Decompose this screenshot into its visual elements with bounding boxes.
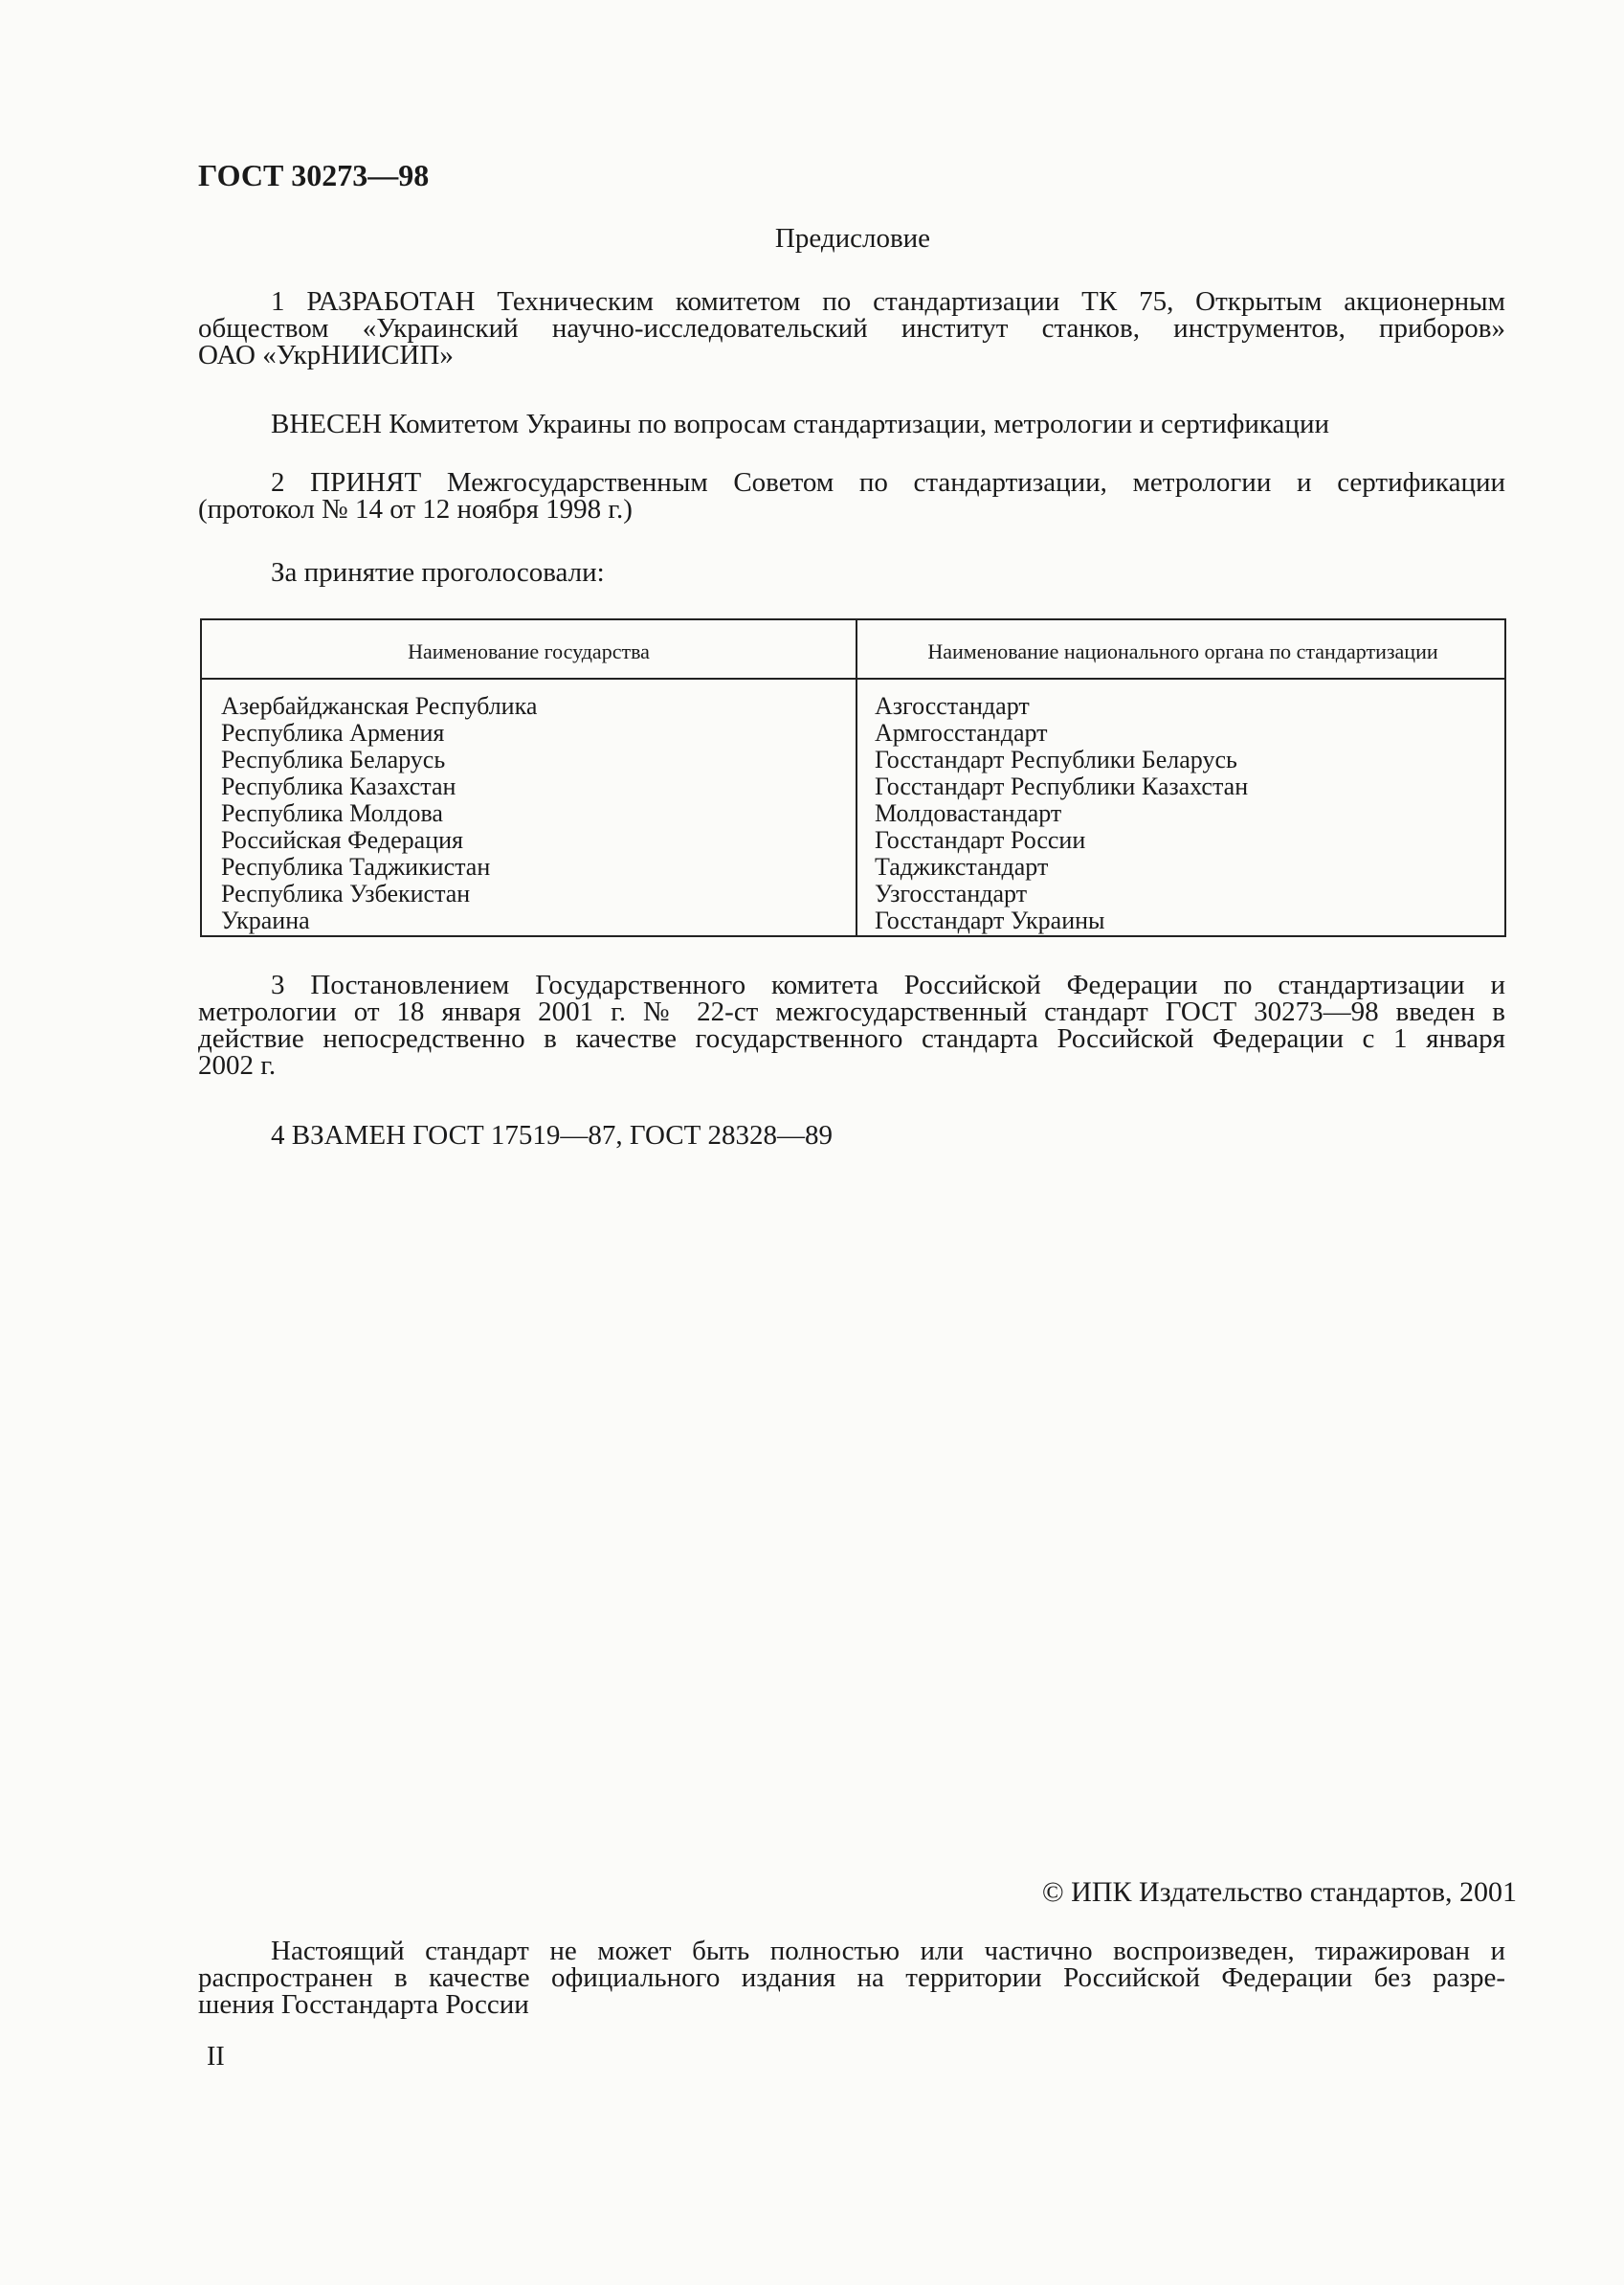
reproduction-notice-line: шения Госстандарта России	[198, 1989, 529, 2020]
table-cell-body: Госстандарт России	[875, 826, 1086, 854]
table-cell-state: Украина	[221, 907, 310, 934]
section-adopted-line: (протокол № 14 от 12 ноября 1998 г.)	[198, 494, 633, 525]
voting-table	[200, 618, 1506, 937]
table-cell-state: Республика Таджикистан	[221, 853, 491, 881]
table-cell-body: Армгосстандарт	[875, 719, 1048, 747]
document-code: ГОСТ 30273—98	[198, 158, 430, 192]
table-cell-state: Республика Узбекистан	[221, 880, 471, 907]
voted-label	[198, 559, 1505, 586]
table-bodies-column	[875, 693, 1248, 934]
voted-label-text: За принятие проголосовали:	[271, 557, 605, 588]
section-resolution	[198, 972, 1505, 1079]
table-cell-state: Республика Беларусь	[221, 746, 446, 773]
section-adopted-line: 2 ПРИНЯТ Межгосударственным Советом по стандартизации, метрологии и сертификации	[271, 467, 1505, 498]
section-developed-line: 1 РАЗРАБОТАН Техническим комитетом по стандартизации ТК 75, Открытым акционерным	[271, 286, 1505, 317]
table-cell-body: Госстандарт Украины	[875, 907, 1105, 934]
table-states-column	[221, 693, 537, 934]
table-header-row	[202, 620, 1504, 680]
section-resolution-line: 3 Постановлением Государственного комитета Российской Федерации по стандартизации и	[271, 970, 1505, 1000]
table-cell-body: Азгосстандарт	[875, 692, 1030, 720]
table-cell-body: Таджикстандарт	[875, 853, 1049, 881]
table-cell-state: Республика Молдова	[221, 799, 443, 827]
reproduction-notice	[198, 1938, 1505, 2018]
page-number: II	[207, 2042, 225, 2072]
table-cell-body: Госстандарт Республики Беларусь	[875, 746, 1237, 773]
table-cell-state: Российская Федерация	[221, 826, 463, 854]
section-resolution-line: метрологии от 18 января 2001 г. № 22-ст межгосударственный стандарт ГОСТ 30273—98 введен в	[198, 997, 1505, 1027]
page-title: Предисловие	[774, 223, 931, 254]
section-developed-line: обществом «Украинский научно-исследовательский институт станков, инструментов, приборов»	[198, 313, 1505, 344]
table-cell-state: Республика Армения	[221, 719, 445, 747]
copyright-notice: © ИПК Издательство стандартов, 2001	[1041, 1876, 1517, 1908]
table-cell-body: Узгосстандарт	[875, 880, 1028, 907]
table-header-body: Наименование национального органа по стандартизации	[927, 639, 1438, 663]
section-replaces	[198, 1122, 1505, 1149]
section-adopted	[198, 469, 1505, 523]
section-replaces-text: 4 ВЗАМЕН ГОСТ 17519—87, ГОСТ 28328—89	[271, 1120, 834, 1151]
section-developed-line: ОАО «УкрНИИСИП»	[198, 340, 454, 370]
section-resolution-line: действие непосредственно в качестве государственного стандарта Российской Федерации с 1 января	[198, 1023, 1505, 1054]
section-introduced-text: ВНЕСЕН Комитетом Украины по вопросам стандартизации, метрологии и сертификации	[271, 409, 1329, 439]
reproduction-notice-line: распространен в качестве официального издания на территории Российской Федерации без разре-	[198, 1962, 1505, 1993]
reproduction-notice-line: Настоящий стандарт не может быть полностью или частично воспроизведен, тиражирован и	[271, 1936, 1505, 1966]
section-developed	[198, 288, 1505, 369]
section-introduced	[198, 411, 1505, 437]
section-resolution-line: 2002 г.	[198, 1050, 277, 1081]
table-cell-body: Молдовастандарт	[875, 799, 1062, 827]
table-cell-body: Госстандарт Республики Казахстан	[875, 773, 1249, 800]
table-cell-state: Республика Казахстан	[221, 773, 456, 800]
table-cell-state: Азербайджанская Республика	[221, 692, 538, 720]
table-column-divider	[856, 620, 857, 935]
table-header-state: Наименование государства	[408, 639, 650, 663]
